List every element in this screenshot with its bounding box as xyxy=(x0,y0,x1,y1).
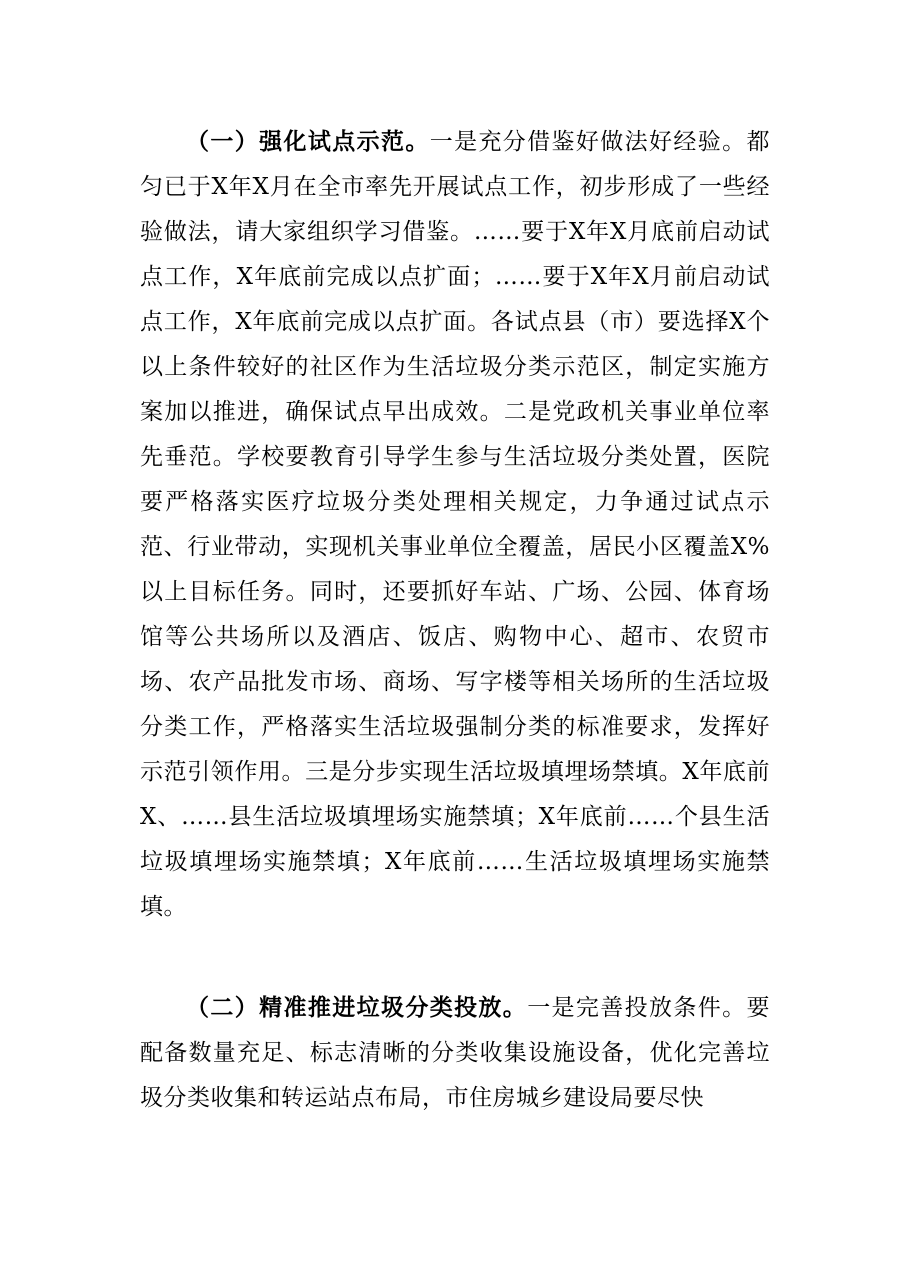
paragraph-pilot-demonstration xyxy=(140,120,770,930)
paragraph-body: 一是充分借鉴好做法好经验。都匀已于X年X月在全市率先开展试点工作，初步形成了一些经验做法，请大家组织学习借鉴。……要于X年X月底前启动试点工作，X年底前完成以点扩面；……要于X年X月前启动试点工作，X年底前完成以点扩面。各试点县（市）要选择X个以上条件较好的社区作为生活垃圾分类示范区，制定实施方案加以推进，确保试点早出成效。二是党政机关事业单位率先垂范。学校要教育引导学生参与生活垃圾分类处置，医院要严格落实医疗垃圾分类处理相关规定，力争通过试点示范、行业带动，实现机关事业单位全覆盖，居民小区覆盖X%以上目标任务。同时，还要抓好车站、广场、公园、体育场馆等公共场所以及酒店、饭店、购物中心、超市、农贸市场、农产品批发市场、商场、写字楼等相关场所的生活垃圾分类工作，严格落实生活垃圾强制分类的标准要求，发挥好示范引领作用。三是分步实现生活垃圾填埋场禁填。X年底前X、……县生活垃圾填埋场实施禁填；X年底前……个县生活垃圾填埋场实施禁填；X年底前……生活垃圾填埋场实施禁填。 xyxy=(140,129,771,920)
paragraph-text xyxy=(140,986,770,1121)
paragraph-body: 一是完善投放条件。要配备数量充足、标志清晰的分类收集设施设备，优化完善垃圾分类收集和转运站点布局，市住房城乡建设局要尽快 xyxy=(140,995,771,1111)
section-heading: （一）强化试点示范。 xyxy=(186,129,430,155)
paragraph-sorted-disposal xyxy=(140,986,770,1121)
section-heading: （二）精准推进垃圾分类投放。 xyxy=(186,995,528,1021)
paragraph-text xyxy=(140,120,770,930)
